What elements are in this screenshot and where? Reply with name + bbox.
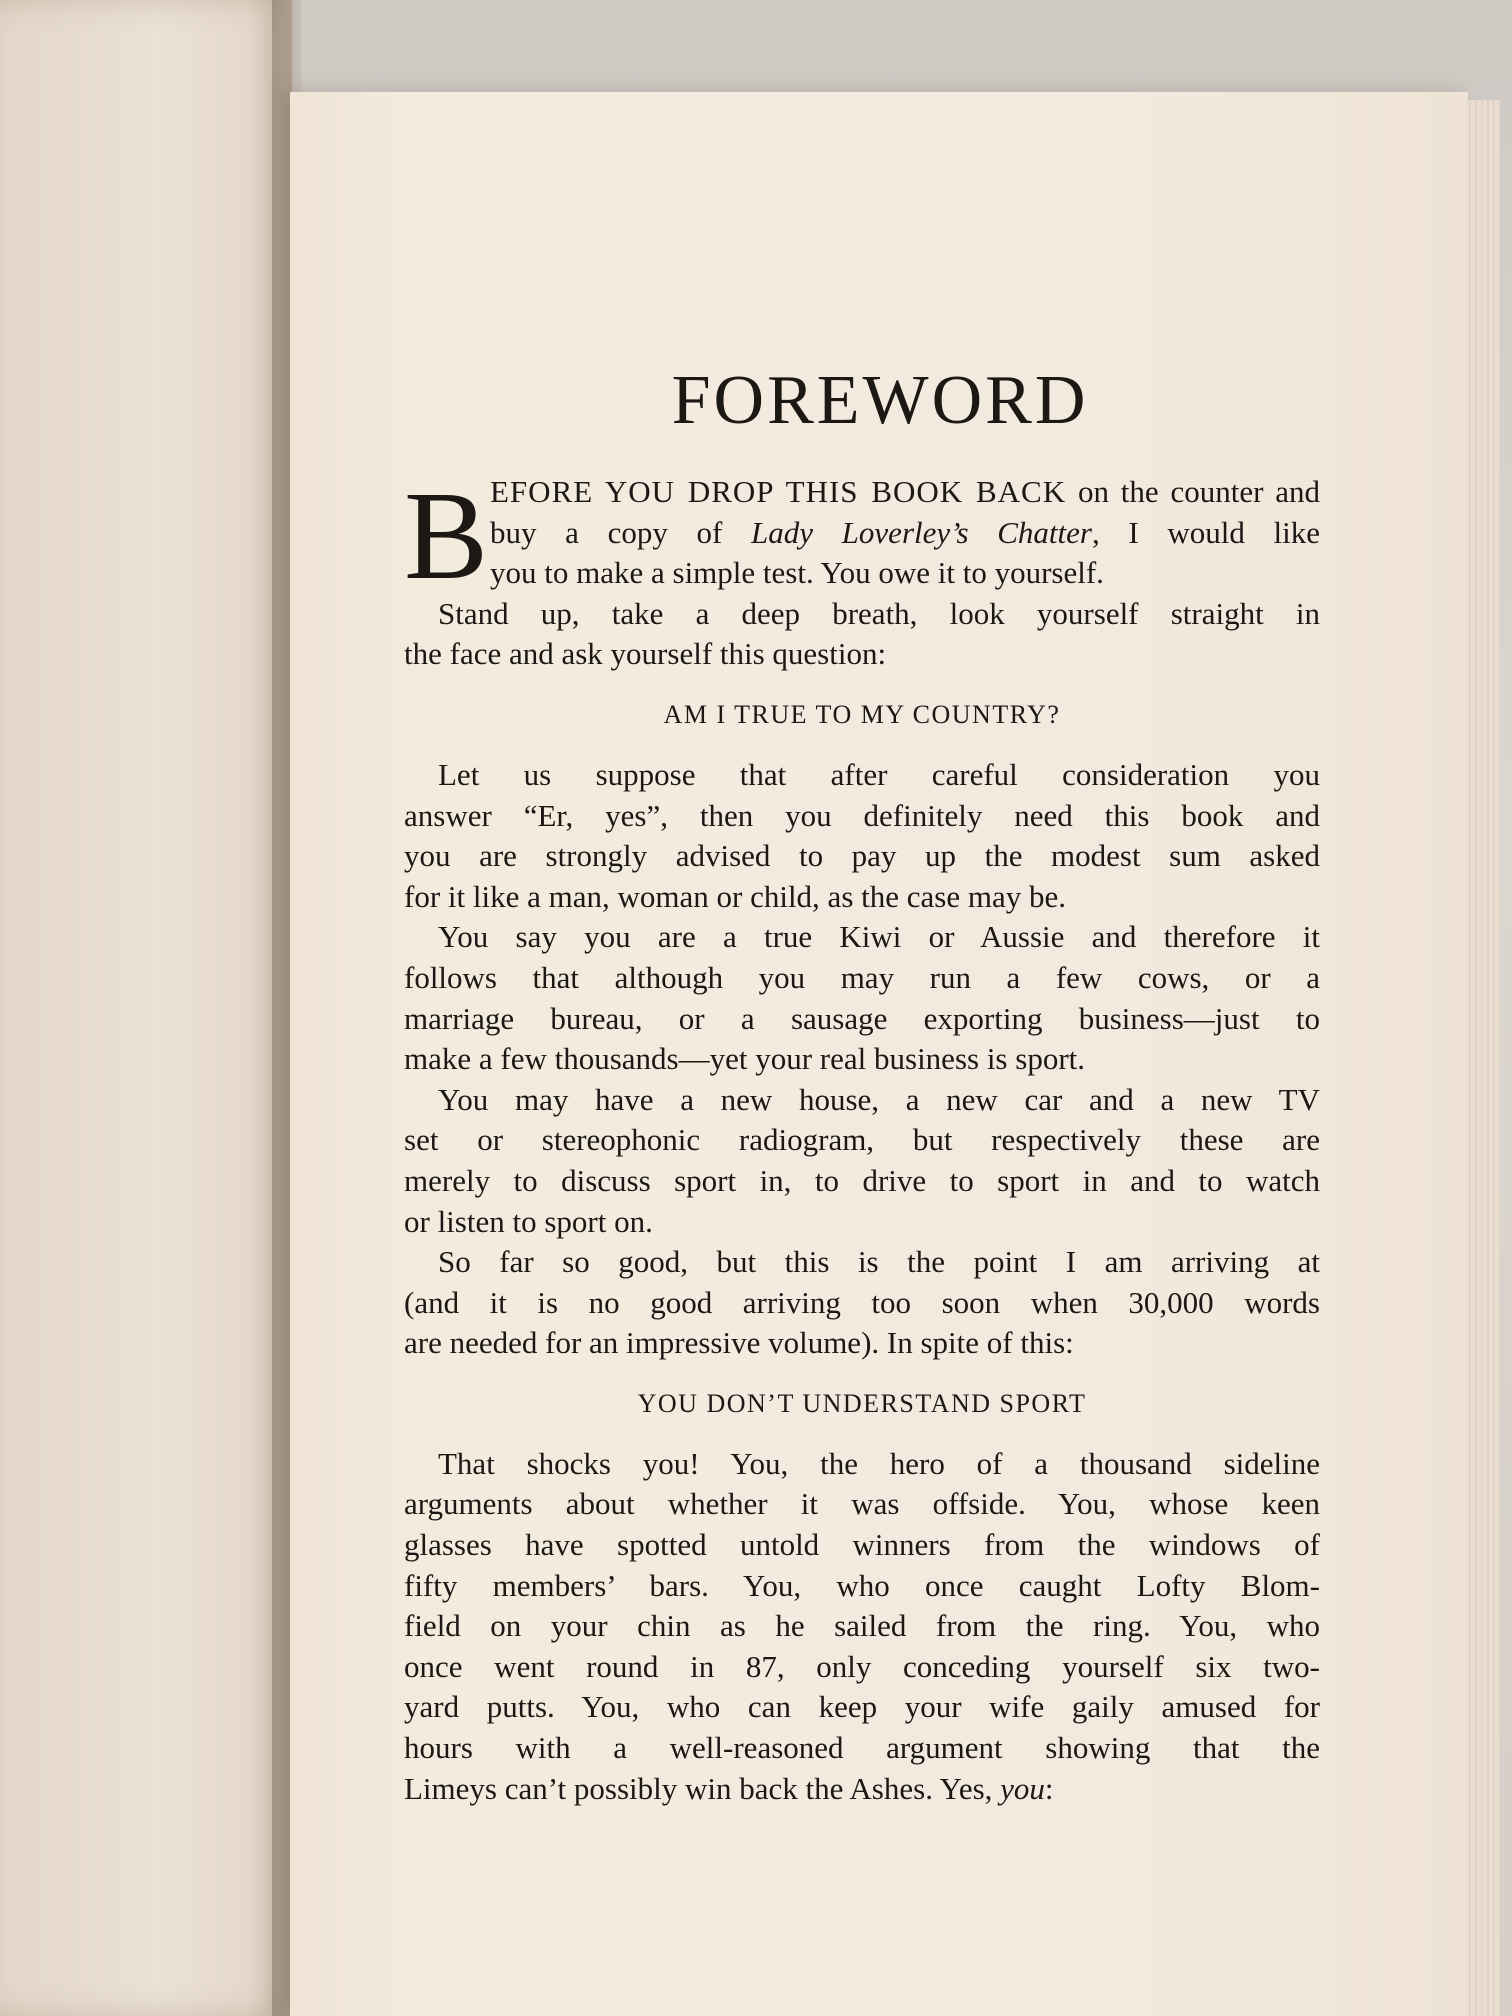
emphasis-you: you bbox=[1000, 1770, 1045, 1806]
text-line: set or stereophonic radiogram, but respectively these are bbox=[404, 1122, 1320, 1158]
text-line: hours with a well-reasoned argument showing that the bbox=[404, 1730, 1320, 1766]
text-line: Stand up, take a deep breath, look yourself straight in bbox=[438, 595, 1320, 631]
paragraph-4 bbox=[404, 917, 1320, 1079]
paragraph-6 bbox=[404, 1242, 1320, 1364]
paragraph-3 bbox=[404, 755, 1320, 917]
text-line: fifty members’ bars. You, who once caught Lofty Blom- bbox=[404, 1567, 1320, 1603]
text-line: once went round in 87, only conceding yourself six two- bbox=[404, 1648, 1320, 1684]
text-line: yard putts. You, who can keep your wife gaily amused for bbox=[404, 1689, 1320, 1725]
text-run: : bbox=[1044, 1770, 1054, 1806]
text-line: make a few thousands—yet your real business is sport. bbox=[404, 1041, 1086, 1077]
text-line: That shocks you! You, the hero of a thousand sideline bbox=[438, 1445, 1320, 1481]
paragraph-1 bbox=[404, 467, 1321, 606]
text-run: on the counter and bbox=[1066, 474, 1320, 509]
text-line bbox=[404, 472, 1320, 513]
drop-cap: B bbox=[404, 467, 489, 606]
page-edges bbox=[1466, 100, 1500, 2016]
text-line: the face and ask yourself this question: bbox=[404, 636, 887, 672]
paragraph-5 bbox=[404, 1080, 1320, 1242]
text-run: buy a copy of bbox=[490, 514, 752, 550]
text-line: are needed for an impressive volume). In spite of this: bbox=[404, 1325, 1074, 1361]
text-line: Let us suppose that after careful consideration you bbox=[438, 756, 1320, 792]
text-run: Limeys can’t possibly win back the Ashes. Yes, bbox=[404, 1770, 1001, 1806]
text-line: for it like a man, woman or child, as the case may be. bbox=[404, 878, 1066, 914]
left-page bbox=[0, 0, 292, 2016]
page-text bbox=[404, 340, 1320, 1809]
paragraph-7 bbox=[404, 1444, 1320, 1809]
text-line: or listen to sport on. bbox=[404, 1203, 653, 1239]
text-line: you are strongly advised to pay up the modest sum asked bbox=[404, 838, 1320, 874]
text-run: , I would like bbox=[1091, 514, 1321, 550]
section-heading: YOU DON’T UNDERSTAND SPORT bbox=[637, 1388, 1087, 1418]
book-title-italic: Lady Loverley’s Chatter bbox=[751, 514, 1092, 550]
paragraph-2 bbox=[404, 594, 1320, 675]
text-line: field on your chin as he sailed from the ring. You, who bbox=[404, 1608, 1320, 1644]
text-line: So far so good, but this is the point I am arriving at bbox=[438, 1244, 1320, 1280]
text-line: you to make a simple test. You owe it to yourself. bbox=[490, 555, 1104, 591]
small-caps-lead: EFORE YOU DROP THIS BOOK BACK bbox=[490, 474, 1067, 509]
text-line bbox=[404, 1769, 1320, 1810]
page-title: FOREWORD bbox=[671, 362, 1089, 439]
text-line: answer “Er, yes”, then you definitely need this book and bbox=[404, 797, 1320, 833]
text-line bbox=[404, 513, 1320, 554]
text-line: marriage bureau, or a sausage exporting business—just to bbox=[404, 1000, 1320, 1036]
text-line: glasses have spotted untold winners from the windows of bbox=[404, 1527, 1320, 1563]
text-line: follows that although you may run a few cows, or a bbox=[404, 959, 1320, 995]
section-heading: AM I TRUE TO MY COUNTRY? bbox=[663, 699, 1061, 729]
text-line: (and it is no good arriving too soon when 30,000 words bbox=[404, 1284, 1320, 1320]
text-line: You may have a new house, a new car and a new TV bbox=[438, 1081, 1320, 1117]
text-line: arguments about whether it was offside. You, whose keen bbox=[404, 1486, 1320, 1522]
text-line: You say you are a true Kiwi or Aussie and therefore it bbox=[438, 919, 1320, 955]
text-line: merely to discuss sport in, to drive to sport in and to watch bbox=[404, 1162, 1320, 1198]
